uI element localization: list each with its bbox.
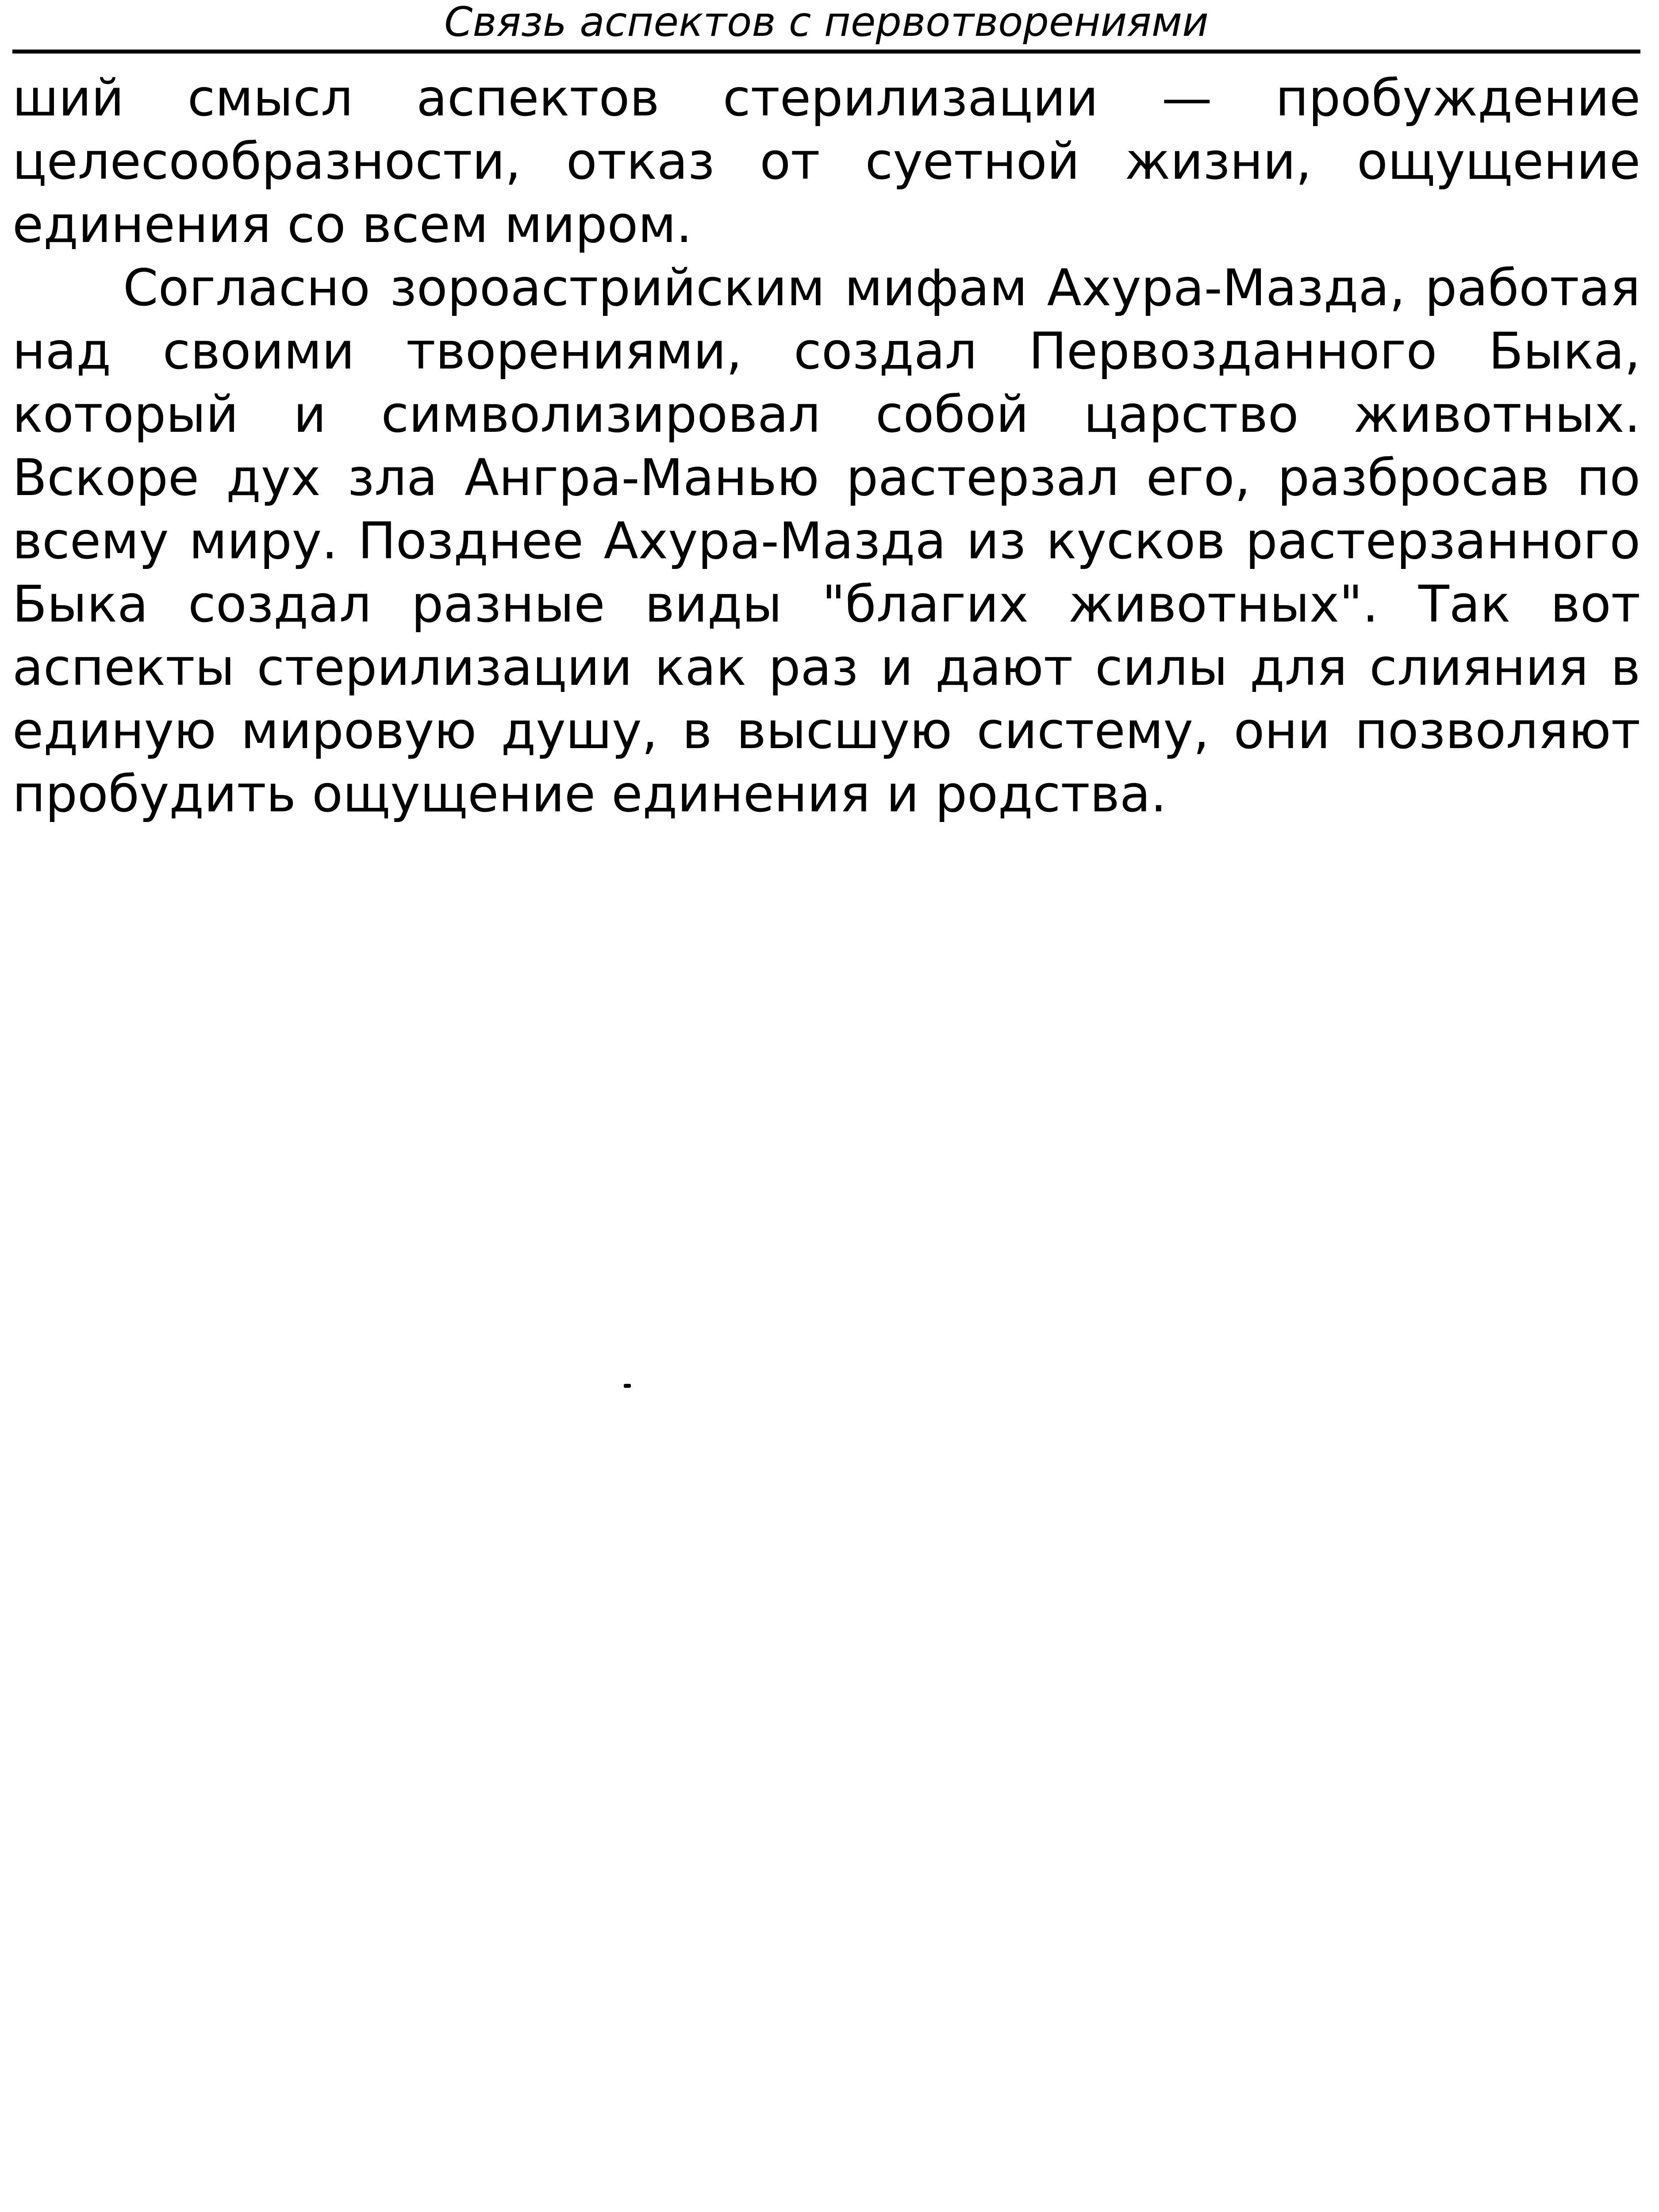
header-rule [12,50,1640,54]
print-speck [624,1384,631,1388]
paragraph-continuation: ший смысл аспектов стерилизации — пробуждение целесообразности, отказ от суетной жизни, ощущение единения со всем миром. [12,69,1640,254]
body-text [12,66,1640,826]
running-header: Связь аспектов с первотворениями [444,0,1209,46]
paragraph-zoroastrian-myth: Согласно зороастрийским мифам Ахура-Мазда, работая над своими творениями, создал Первозданного Быка, который и символизировал собой царство животных. Вскоре дух зла Ангра-Манью растерзал его, разбросав по всему миру. Позднее Ахура-Мазда из кусков растерзанного Быка создал разные виды "благих животных". Так вот аспекты стерилизации как раз и дают силы для слияния в единую мировую душу, в высшую систему, они позволяют пробудить ощущение единения и родства. [12,258,1640,823]
